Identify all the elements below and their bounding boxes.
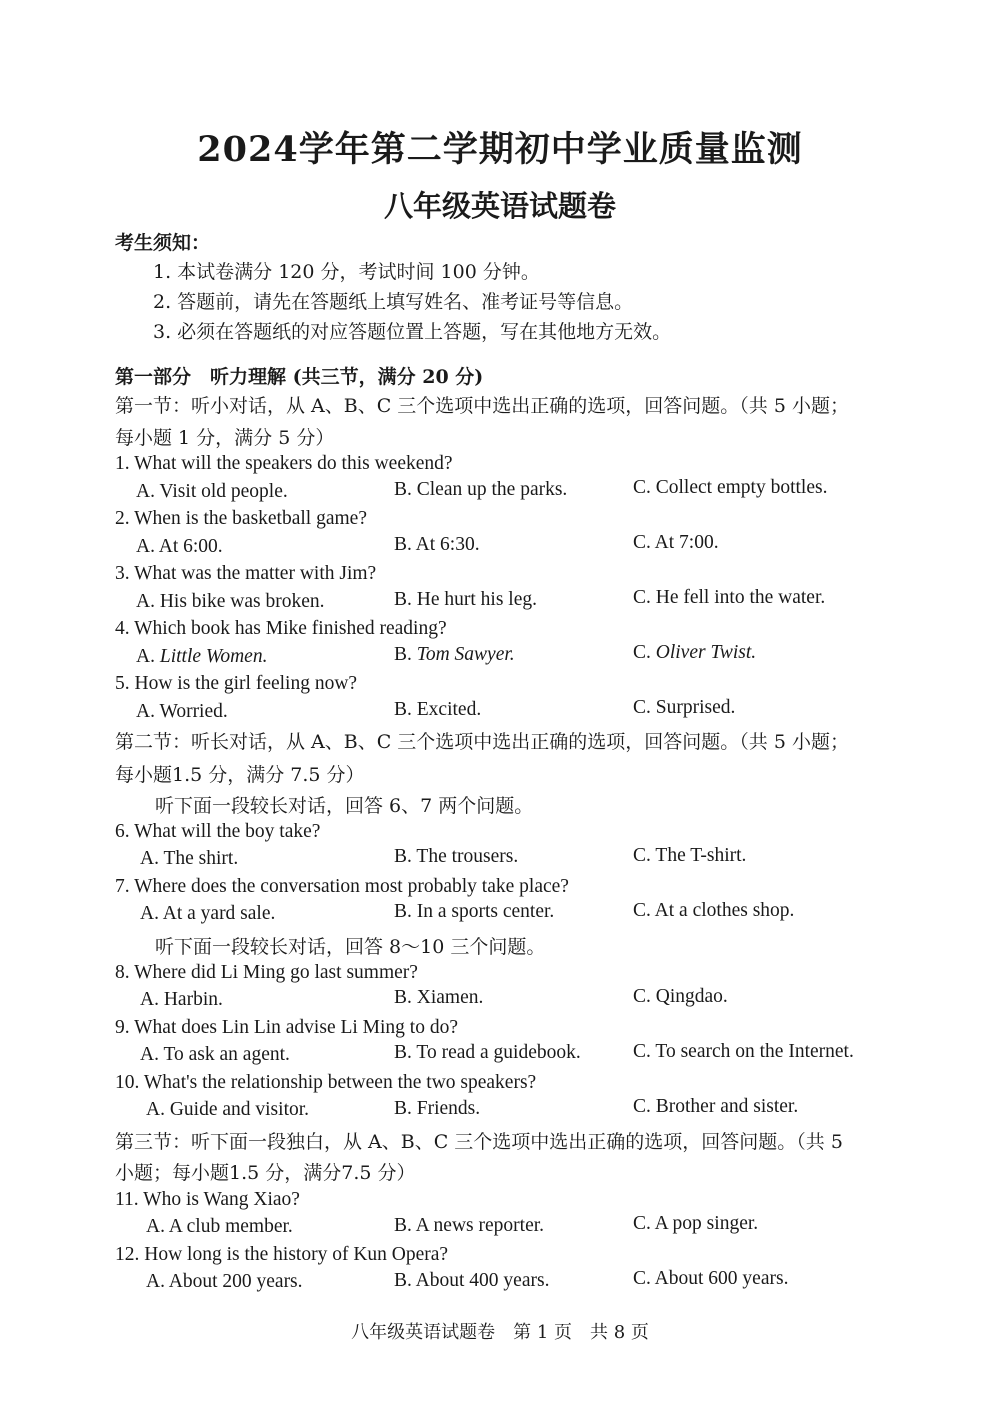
option-b: B. The trousers. [394,846,519,867]
section2-instruction-cont: 每小题1.5 分，满分 7.5 分） [115,764,365,786]
option-b: B. Xiamen. [394,987,484,1008]
part1-heading: 第一部分 听力理解 (共三节，满分 20 分) [115,366,484,388]
question: 4. Which book has Mike finished reading? [115,618,447,639]
option-a: A. At a yard sale. [140,903,276,924]
option-a: A. A club member. [146,1216,293,1237]
question: 1. What will the speakers do this weekend? [115,453,453,474]
option-c: C. Surprised. [633,697,736,718]
option-b: B. Excited. [394,699,482,720]
question: 3. What was the matter with Jim? [115,563,377,584]
page-footer: 八年级英语试题卷 第 1 页 共 8 页 [351,1322,649,1343]
question: 10. What's the relationship between the two speakers? [115,1072,537,1093]
question: 9. What does Lin Lin advise Li Ming to do? [115,1017,459,1038]
option-b: B. A news reporter. [394,1215,545,1236]
option-c: C. He fell into the water. [633,587,826,608]
section3-instruction-cont: 小题；每小题1.5 分，满分7.5 分） [115,1162,416,1184]
option-a: A. Guide and visitor. [146,1099,310,1120]
section1-instruction-cont: 每小题 1 分，满分 5 分） [115,427,335,449]
notice-item: 1. 本试卷满分 120 分，考试时间 100 分钟。 [153,261,540,283]
option-a: A. To ask an agent. [140,1044,290,1065]
option-b: B. About 400 years. [394,1270,550,1291]
question: 12. How long is the history of Kun Opera? [115,1244,449,1265]
option-a [136,646,267,668]
option-a: A. The shirt. [140,848,239,869]
book-title: Little Women. [159,646,268,667]
option-c: C. Brother and sister. [633,1096,799,1117]
section3-instruction: 第三节：听下面一段独白，从 A、B、C 三个选项中选出正确的选项，回答问题。（共 5 [115,1131,843,1153]
option-b: B. Friends. [394,1098,481,1119]
option-c: C. Collect empty bottles. [633,477,828,498]
question: 5. How is the girl feeling now? [115,673,358,694]
notice-item: 2. 答题前，请先在答题纸上填写姓名、准考证号等信息。 [153,291,634,313]
option-a: A. Visit old people. [136,481,288,502]
option-letter: A. [136,646,160,667]
option-c: C. At a clothes shop. [633,900,795,921]
section1-instruction: 第一节：听小对话，从 A、B、C 三个选项中选出正确的选项，回答问题。（共 5 小题； [115,395,849,417]
option-letter: C. [633,642,656,663]
option-b: B. Clean up the parks. [394,479,568,500]
question: 6. What will the boy take? [115,821,321,842]
exam-subtitle: 八年级英语试题卷 [383,189,616,223]
question: 8. Where did Li Ming go last summer? [115,962,418,983]
book-title: Oliver Twist. [655,642,757,663]
option-letter: B. [394,644,417,665]
notice-item: 3. 必须在答题纸的对应答题位置上答题，写在其他地方无效。 [153,321,672,343]
exam-title: 2024学年第二学期初中学业质量监测 [197,129,803,170]
book-title: Tom Sawyer. [416,644,515,665]
option-a: A. Worried. [136,701,228,722]
option-b: B. In a sports center. [394,901,555,922]
section2-instruction: 第二节：听长对话，从 A、B、C 三个选项中选出正确的选项，回答问题。（共 5 小题； [115,731,849,753]
option-a: A. At 6:00. [136,536,223,557]
option-b [394,644,515,666]
option-c: C. About 600 years. [633,1268,789,1289]
option-c: C. A pop singer. [633,1213,759,1234]
question: 2. When is the basketball game? [115,508,367,529]
option-c: C. To search on the Internet. [633,1041,854,1062]
question: 7. Where does the conversation most probably take place? [115,876,569,897]
option-b: B. He hurt his leg. [394,589,537,610]
dialogue-instruction: 听下面一段较长对话，回答 6、7 两个问题。 [155,795,534,817]
option-c [633,642,756,664]
dialogue-instruction: 听下面一段较长对话，回答 8～10 三个问题。 [155,936,546,958]
option-a: A. His bike was broken. [136,591,325,612]
option-b: B. At 6:30. [394,534,480,555]
option-a: A. Harbin. [140,989,223,1010]
option-c: C. Qingdao. [633,986,728,1007]
question: 11. Who is Wang Xiao? [115,1189,300,1210]
option-c: C. At 7:00. [633,532,719,553]
option-b: B. To read a guidebook. [394,1042,581,1063]
option-a: A. About 200 years. [146,1271,303,1292]
option-c: C. The T-shirt. [633,845,747,866]
notice-heading: 考生须知： [115,232,211,254]
